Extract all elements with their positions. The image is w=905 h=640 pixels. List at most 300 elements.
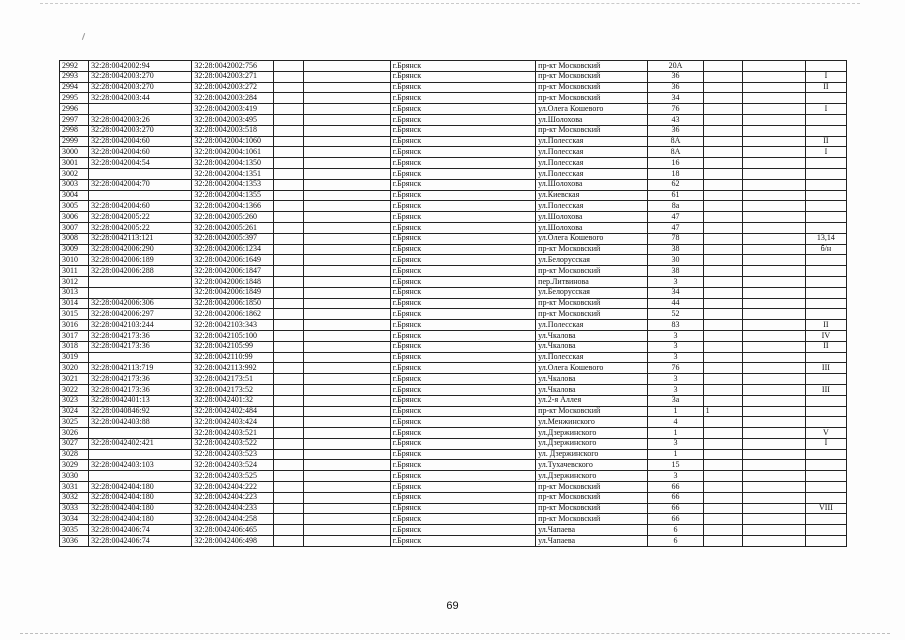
building-cadastral-number: 32:28:0042006:1862 (192, 309, 273, 320)
row-number: 3035 (60, 525, 89, 536)
city-cell: г.Брянск (390, 104, 535, 115)
row-number: 3025 (60, 417, 89, 428)
city-cell: г.Брянск (390, 320, 535, 331)
empty-cell (273, 61, 303, 72)
land-cadastral-number: 32:28:0042404:180 (89, 482, 192, 493)
row-number: 2999 (60, 136, 89, 147)
city-cell: г.Брянск (390, 449, 535, 460)
premises-number-cell: I (805, 147, 846, 158)
empty-cell (303, 395, 390, 406)
empty-cell (303, 212, 390, 223)
empty-cell (273, 428, 303, 439)
street-cell: ул.Чкалова (536, 330, 648, 341)
building-cadastral-number: 32:28:0042004:1350 (192, 158, 273, 169)
house-number-cell: 38 (648, 266, 703, 277)
house-number-cell: 6 (648, 536, 703, 547)
premises-number-cell: III (805, 384, 846, 395)
empty-cell (303, 158, 390, 169)
row-number: 3004 (60, 190, 89, 201)
land-cadastral-number: 32:28:0042113:719 (89, 363, 192, 374)
empty-cell (303, 125, 390, 136)
street-cell: ул.Полесская (536, 320, 648, 331)
land-cadastral-number: 32:28:0042004:60 (89, 136, 192, 147)
building-cadastral-number: 32:28:0042401:32 (192, 395, 273, 406)
premises-number-cell (805, 222, 846, 233)
city-cell: г.Брянск (390, 71, 535, 82)
premises-number-cell (805, 309, 846, 320)
building-cadastral-number: 32:28:0042003:271 (192, 71, 273, 82)
row-number: 3027 (60, 438, 89, 449)
premises-number-cell (805, 190, 846, 201)
empty-cell (742, 525, 805, 536)
table-row (60, 158, 847, 169)
land-cadastral-number: 32:28:0042002:94 (89, 61, 192, 72)
house-number-cell: 43 (648, 114, 703, 125)
house-number-cell: 66 (648, 482, 703, 493)
empty-cell (273, 471, 303, 482)
table-row (60, 503, 847, 514)
city-cell: г.Брянск (390, 212, 535, 223)
empty-cell (273, 190, 303, 201)
extra-cell (703, 276, 742, 287)
empty-cell (742, 384, 805, 395)
street-cell: ул.Чкалова (536, 341, 648, 352)
house-number-cell: 47 (648, 222, 703, 233)
extra-cell: 1 (703, 406, 742, 417)
house-number-cell: 1 (648, 449, 703, 460)
land-cadastral-number: 32:28:0042004:70 (89, 179, 192, 190)
row-number: 3033 (60, 503, 89, 514)
premises-number-cell (805, 255, 846, 266)
house-number-cell: 8А (648, 147, 703, 158)
house-number-cell: 3 (648, 471, 703, 482)
street-cell: ул. Дзержинского (536, 449, 648, 460)
empty-cell (303, 352, 390, 363)
building-cadastral-number: 32:28:0042004:1353 (192, 179, 273, 190)
premises-number-cell (805, 460, 846, 471)
street-cell: пр-кт Московский (536, 514, 648, 525)
row-number: 3012 (60, 276, 89, 287)
land-cadastral-number: 32:28:0042006:297 (89, 309, 192, 320)
extra-cell (703, 255, 742, 266)
extra-cell (703, 61, 742, 72)
land-cadastral-number (89, 190, 192, 201)
city-cell: г.Брянск (390, 244, 535, 255)
land-cadastral-number: 32:28:0042403:103 (89, 460, 192, 471)
empty-cell (742, 104, 805, 115)
city-cell: г.Брянск (390, 330, 535, 341)
empty-cell (742, 61, 805, 72)
street-cell: пр-кт Московский (536, 61, 648, 72)
empty-cell (742, 114, 805, 125)
city-cell: г.Брянск (390, 352, 535, 363)
row-number: 3028 (60, 449, 89, 460)
city-cell: г.Брянск (390, 168, 535, 179)
land-cadastral-number: 32:28:0042103:244 (89, 320, 192, 331)
empty-cell (303, 363, 390, 374)
extra-cell (703, 190, 742, 201)
street-cell: ул.Олега Кошевого (536, 233, 648, 244)
city-cell: г.Брянск (390, 525, 535, 536)
empty-cell (273, 266, 303, 277)
extra-cell (703, 438, 742, 449)
empty-cell (742, 244, 805, 255)
city-cell: г.Брянск (390, 233, 535, 244)
pen-mark (82, 33, 85, 40)
building-cadastral-number: 32:28:0042003:419 (192, 104, 273, 115)
empty-cell (273, 244, 303, 255)
house-number-cell: 66 (648, 492, 703, 503)
empty-cell (742, 482, 805, 493)
row-number: 3032 (60, 492, 89, 503)
empty-cell (303, 82, 390, 93)
building-cadastral-number: 32:28:0042402:484 (192, 406, 273, 417)
land-cadastral-number: 32:28:0042173:36 (89, 374, 192, 385)
street-cell: пр-кт Московский (536, 503, 648, 514)
city-cell: г.Брянск (390, 341, 535, 352)
row-number: 2994 (60, 82, 89, 93)
empty-cell (742, 276, 805, 287)
row-number: 3015 (60, 309, 89, 320)
street-cell: ул.Тухачевского (536, 460, 648, 471)
land-cadastral-number: 32:28:0042402:421 (89, 438, 192, 449)
extra-cell (703, 395, 742, 406)
premises-number-cell (805, 179, 846, 190)
table-row (60, 190, 847, 201)
premises-number-cell (805, 471, 846, 482)
table-row (60, 417, 847, 428)
building-cadastral-number: 32:28:0042004:1060 (192, 136, 273, 147)
house-number-cell: 3 (648, 438, 703, 449)
building-cadastral-number: 32:28:0042003:518 (192, 125, 273, 136)
empty-cell (273, 298, 303, 309)
empty-cell (273, 536, 303, 547)
empty-cell (303, 266, 390, 277)
house-number-cell: 44 (648, 298, 703, 309)
empty-cell (742, 471, 805, 482)
empty-cell (273, 147, 303, 158)
empty-cell (273, 125, 303, 136)
table-row (60, 384, 847, 395)
empty-cell (273, 93, 303, 104)
building-cadastral-number: 32:28:0042110:99 (192, 352, 273, 363)
empty-cell (303, 374, 390, 385)
table-row (60, 61, 847, 72)
row-number: 3016 (60, 320, 89, 331)
building-cadastral-number: 32:28:0042173:51 (192, 374, 273, 385)
street-cell: пер.Литвинова (536, 276, 648, 287)
extra-cell (703, 309, 742, 320)
premises-number-cell (805, 395, 846, 406)
city-cell: г.Брянск (390, 536, 535, 547)
land-cadastral-number: 32:28:0042005:22 (89, 212, 192, 223)
building-cadastral-number: 32:28:0042004:1355 (192, 190, 273, 201)
house-number-cell: 3 (648, 276, 703, 287)
empty-cell (303, 471, 390, 482)
row-number: 3000 (60, 147, 89, 158)
table-row (60, 482, 847, 493)
extra-cell (703, 514, 742, 525)
empty-cell (273, 71, 303, 82)
building-cadastral-number: 32:28:0042006:1649 (192, 255, 273, 266)
house-number-cell: 62 (648, 179, 703, 190)
house-number-cell: 76 (648, 363, 703, 374)
house-number-cell: 30 (648, 255, 703, 266)
street-cell: ул.2-я Аллея (536, 395, 648, 406)
premises-number-cell (805, 114, 846, 125)
premises-number-cell (805, 125, 846, 136)
extra-cell (703, 320, 742, 331)
empty-cell (742, 374, 805, 385)
land-cadastral-number: 32:28:0042003:26 (89, 114, 192, 125)
house-number-cell: 78 (648, 233, 703, 244)
row-number: 3036 (60, 536, 89, 547)
building-cadastral-number: 32:28:0042113:992 (192, 363, 273, 374)
empty-cell (742, 320, 805, 331)
empty-cell (273, 352, 303, 363)
house-number-cell: 66 (648, 514, 703, 525)
empty-cell (742, 341, 805, 352)
house-number-cell: 8а (648, 201, 703, 212)
extra-cell (703, 287, 742, 298)
empty-cell (742, 71, 805, 82)
city-cell: г.Брянск (390, 363, 535, 374)
city-cell: г.Брянск (390, 201, 535, 212)
land-cadastral-number: 32:28:0042006:288 (89, 266, 192, 277)
extra-cell (703, 233, 742, 244)
land-cadastral-number: 32:28:0042003:270 (89, 125, 192, 136)
house-number-cell: 34 (648, 93, 703, 104)
empty-cell (303, 428, 390, 439)
empty-cell (273, 449, 303, 460)
extra-cell (703, 71, 742, 82)
table-row (60, 82, 847, 93)
premises-number-cell: IV (805, 330, 846, 341)
street-cell: ул.Дзержинского (536, 471, 648, 482)
empty-cell (742, 449, 805, 460)
building-cadastral-number: 32:28:0042105:100 (192, 330, 273, 341)
building-cadastral-number: 32:28:0042003:495 (192, 114, 273, 125)
empty-cell (742, 93, 805, 104)
extra-cell (703, 482, 742, 493)
row-number: 3014 (60, 298, 89, 309)
empty-cell (303, 71, 390, 82)
empty-cell (742, 168, 805, 179)
building-cadastral-number: 32:28:0042403:522 (192, 438, 273, 449)
land-cadastral-number (89, 471, 192, 482)
land-cadastral-number: 32:28:0040846:92 (89, 406, 192, 417)
extra-cell (703, 492, 742, 503)
table-row (60, 71, 847, 82)
premises-number-cell: I (805, 438, 846, 449)
row-number: 3013 (60, 287, 89, 298)
street-cell: ул.Чкалова (536, 384, 648, 395)
empty-cell (303, 233, 390, 244)
extra-cell (703, 158, 742, 169)
table-row (60, 406, 847, 417)
empty-cell (742, 492, 805, 503)
extra-cell (703, 136, 742, 147)
building-cadastral-number: 32:28:0042002:756 (192, 61, 273, 72)
land-cadastral-number: 32:28:0042173:36 (89, 330, 192, 341)
building-cadastral-number: 32:28:0042403:524 (192, 460, 273, 471)
house-number-cell: 36 (648, 125, 703, 136)
extra-cell (703, 352, 742, 363)
empty-cell (742, 309, 805, 320)
street-cell: пр-кт Московский (536, 309, 648, 320)
land-cadastral-number (89, 352, 192, 363)
house-number-cell: 8А (648, 136, 703, 147)
empty-cell (303, 406, 390, 417)
extra-cell (703, 168, 742, 179)
house-number-cell: 52 (648, 309, 703, 320)
premises-number-cell (805, 374, 846, 385)
land-cadastral-number: 32:28:0042005:22 (89, 222, 192, 233)
extra-cell (703, 147, 742, 158)
house-number-cell: 38 (648, 244, 703, 255)
premises-number-cell (805, 525, 846, 536)
premises-number-cell (805, 406, 846, 417)
building-cadastral-number: 32:28:0042006:1850 (192, 298, 273, 309)
empty-cell (303, 492, 390, 503)
building-cadastral-number: 32:28:0042403:525 (192, 471, 273, 482)
house-number-cell: 3а (648, 395, 703, 406)
empty-cell (742, 158, 805, 169)
row-number: 3003 (60, 179, 89, 190)
table-row (60, 341, 847, 352)
empty-cell (742, 460, 805, 471)
street-cell: ул.Белорусская (536, 287, 648, 298)
premises-number-cell (805, 352, 846, 363)
empty-cell (303, 255, 390, 266)
empty-cell (303, 190, 390, 201)
building-cadastral-number: 32:28:0042005:261 (192, 222, 273, 233)
street-cell: ул.Белорусская (536, 255, 648, 266)
premises-number-cell (805, 449, 846, 460)
house-number-cell: 36 (648, 82, 703, 93)
land-cadastral-number (89, 104, 192, 115)
city-cell: г.Брянск (390, 428, 535, 439)
empty-cell (303, 276, 390, 287)
premises-number-cell (805, 93, 846, 104)
empty-cell (303, 93, 390, 104)
building-cadastral-number: 32:28:0042006:1849 (192, 287, 273, 298)
building-cadastral-number: 32:28:0042404:233 (192, 503, 273, 514)
street-cell: ул.Полесская (536, 168, 648, 179)
land-cadastral-number (89, 168, 192, 179)
land-cadastral-number: 32:28:0042173:36 (89, 384, 192, 395)
empty-cell (303, 222, 390, 233)
land-cadastral-number (89, 276, 192, 287)
table-row (60, 125, 847, 136)
row-number: 3011 (60, 266, 89, 277)
house-number-cell: 15 (648, 460, 703, 471)
table-row (60, 514, 847, 525)
empty-cell (742, 255, 805, 266)
table-row (60, 201, 847, 212)
empty-cell (742, 514, 805, 525)
house-number-cell: 36 (648, 71, 703, 82)
house-number-cell: 1 (648, 428, 703, 439)
street-cell: пр-кт Московский (536, 266, 648, 277)
building-cadastral-number: 32:28:0042006:1847 (192, 266, 273, 277)
empty-cell (303, 417, 390, 428)
city-cell: г.Брянск (390, 309, 535, 320)
premises-number-cell: II (805, 341, 846, 352)
city-cell: г.Брянск (390, 158, 535, 169)
table-row (60, 276, 847, 287)
empty-cell (273, 330, 303, 341)
empty-cell (273, 406, 303, 417)
empty-cell (303, 147, 390, 158)
city-cell: г.Брянск (390, 492, 535, 503)
premises-number-cell (805, 298, 846, 309)
empty-cell (273, 460, 303, 471)
empty-cell (303, 201, 390, 212)
extra-cell (703, 417, 742, 428)
empty-cell (273, 255, 303, 266)
empty-cell (303, 341, 390, 352)
table-row (60, 320, 847, 331)
land-cadastral-number: 32:28:0042404:180 (89, 492, 192, 503)
premises-number-cell: II (805, 320, 846, 331)
land-cadastral-number: 32:28:0042004:54 (89, 158, 192, 169)
empty-cell (273, 384, 303, 395)
table-row (60, 233, 847, 244)
empty-cell (273, 233, 303, 244)
land-cadastral-number: 32:28:0042401:13 (89, 395, 192, 406)
land-cadastral-number: 32:28:0042406:74 (89, 525, 192, 536)
empty-cell (273, 341, 303, 352)
extra-cell (703, 201, 742, 212)
premises-number-cell (805, 212, 846, 223)
house-number-cell: 3 (648, 384, 703, 395)
empty-cell (273, 503, 303, 514)
table-row (60, 460, 847, 471)
row-number: 3007 (60, 222, 89, 233)
city-cell: г.Брянск (390, 266, 535, 277)
row-number: 3023 (60, 395, 89, 406)
empty-cell (742, 298, 805, 309)
empty-cell (742, 179, 805, 190)
empty-cell (273, 287, 303, 298)
house-number-cell: 47 (648, 212, 703, 223)
row-number: 3002 (60, 168, 89, 179)
table-row (60, 93, 847, 104)
premises-number-cell (805, 61, 846, 72)
street-cell: ул.Киевская (536, 190, 648, 201)
row-number: 3022 (60, 384, 89, 395)
empty-cell (273, 482, 303, 493)
empty-cell (303, 503, 390, 514)
table-row (60, 330, 847, 341)
empty-cell (742, 417, 805, 428)
land-cadastral-number: 32:28:0042006:290 (89, 244, 192, 255)
table-row (60, 136, 847, 147)
house-number-cell: 3 (648, 352, 703, 363)
extra-cell (703, 525, 742, 536)
empty-cell (742, 395, 805, 406)
empty-cell (273, 201, 303, 212)
building-cadastral-number: 32:28:0042404:222 (192, 482, 273, 493)
empty-cell (303, 298, 390, 309)
city-cell: г.Брянск (390, 471, 535, 482)
premises-number-cell (805, 287, 846, 298)
table-row (60, 536, 847, 547)
extra-cell (703, 125, 742, 136)
empty-cell (303, 114, 390, 125)
city-cell: г.Брянск (390, 298, 535, 309)
